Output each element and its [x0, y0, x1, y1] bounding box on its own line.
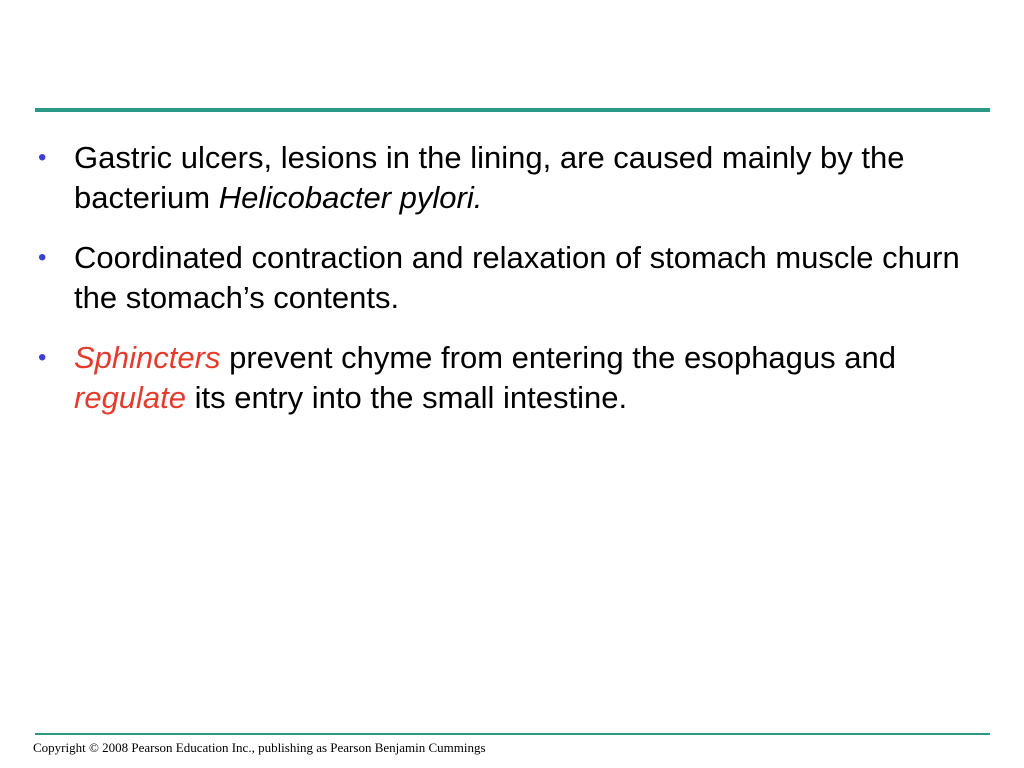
- bottom-divider: [35, 733, 990, 735]
- bullet-item-contraction: [30, 238, 990, 318]
- bullet-item-sphincters: [30, 338, 990, 418]
- bullet-item-ulcers: [30, 138, 990, 218]
- bullet-marker: •: [38, 344, 47, 371]
- bullet-text: prevent chyme from entering the esophagus and: [220, 340, 896, 375]
- bullet-text: Gastric ulcers, lesions in the lining, are caused mainly by the bacterium: [74, 140, 905, 215]
- highlight-sphincters: Sphincters: [74, 340, 221, 375]
- bullet-text: Coordinated contraction and relaxation of stomach muscle churn the stomach’s contents.: [74, 240, 960, 315]
- top-divider: [35, 108, 990, 112]
- highlight-regulate: regulate: [74, 380, 187, 415]
- bullet-marker: •: [38, 144, 47, 171]
- bullet-list: [30, 138, 990, 438]
- bullet-marker: •: [38, 244, 47, 271]
- bacterium-name: Helicobacter pylori.: [218, 180, 483, 215]
- bullet-text: its entry into the small intestine.: [186, 380, 628, 415]
- copyright-footer: Copyright © 2008 Pearson Education Inc., publishing as Pearson Benjamin Cummings: [33, 740, 486, 755]
